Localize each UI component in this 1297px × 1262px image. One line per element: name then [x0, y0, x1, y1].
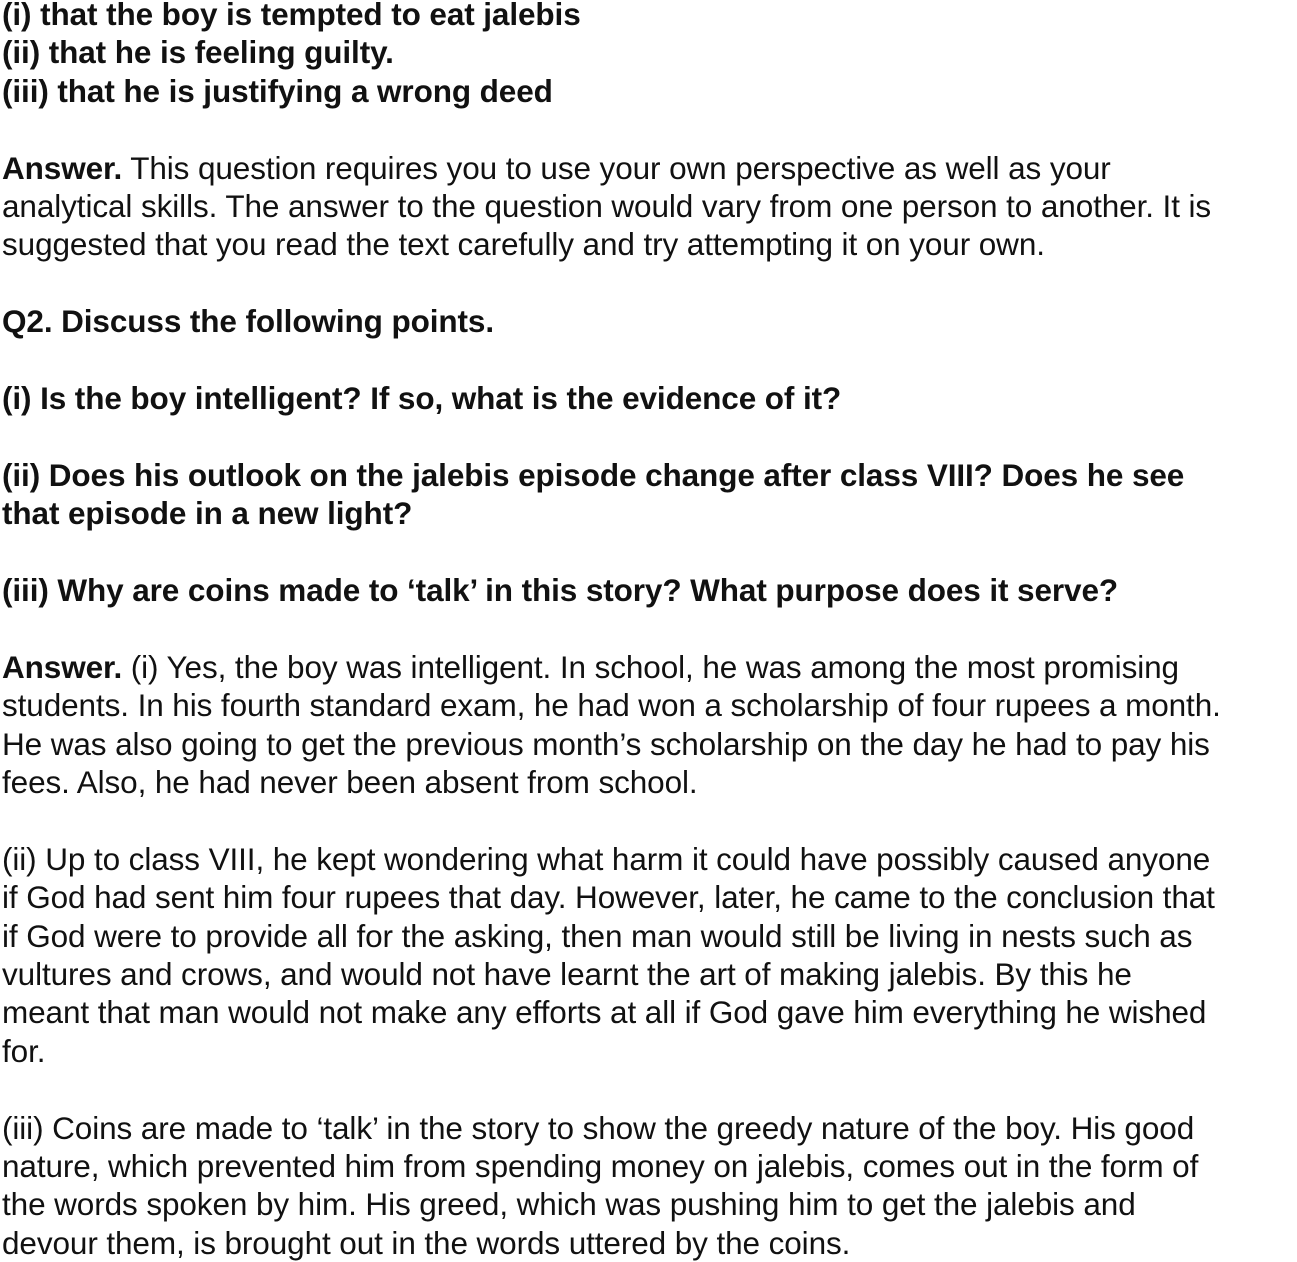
answer-2-text: students. In his fourth standard exam, he had won a scholarship of four rupees a month.: [2, 687, 1221, 724]
spacer: [2, 110, 1295, 148]
answer-label: Answer.: [2, 149, 123, 186]
spacer: [2, 1070, 1295, 1108]
answer-2-part-i: [2, 648, 1295, 802]
document-page: [2, 0, 1295, 1262]
answer-2-text: (i) Yes, the boy was intelligent. In school, he was among the most promising: [122, 648, 1179, 685]
answer-2-part-iii: (iii) Coins are made to ‘talk’ in the story to show the greedy nature of the boy. His good nature, which prevented him from spending money on jalebis, comes out in the form of the words spoken by him. His greed, which was pushing him to get the jalebis and devour them, is brought out in the words uttered by the coins.: [2, 1109, 1199, 1261]
spacer: [2, 417, 1295, 455]
spacer: [2, 609, 1295, 647]
option-ii: (ii) that he is feeling guilty.: [2, 34, 394, 71]
spacer: [2, 264, 1295, 302]
option-i: (i) that the boy is tempted to eat jalebis: [2, 0, 581, 32]
q2-point-ii: (ii) Does his outlook on the jalebis episode change after class VIII? Does he see that episode in a new light?: [2, 456, 1185, 532]
answer-2-part-ii: (ii) Up to class VIII, he kept wondering what harm it could have possibly caused anyone if God had sent him four rupees that day. However, later, he came to the conclusion that if God were to provide all for the asking, then man would still be living in nests such as vultures and crows, and would not have learnt the art of making jalebis. By this he meant that man would not make any efforts at all if God gave him everything he wished for.: [2, 840, 1215, 1069]
answer-1-text: This question requires you to use your own perspective as well as your: [122, 149, 1111, 186]
q2-point-iii: (iii) Why are coins made to ‘talk’ in this story? What purpose does it serve?: [2, 572, 1119, 609]
answer-2-text: He was also going to get the previous month’s scholarship on the day he had to pay his: [2, 725, 1210, 762]
answer-label: Answer.: [2, 648, 123, 685]
answer-2-text: fees. Also, he had never been absent from school.: [2, 764, 698, 801]
intro-options: [2, 0, 1295, 110]
option-iii: (iii) that he is justifying a wrong deed: [2, 72, 553, 109]
spacer: [2, 533, 1295, 571]
answer-1-text: analytical skills. The answer to the question would vary from one person to another. It is: [2, 188, 1212, 225]
answer-1: [2, 149, 1295, 264]
spacer: [2, 341, 1295, 379]
answer-1-text: suggested that you read the text carefully and try attempting it on your own.: [2, 226, 1045, 263]
q2-point-i: (i) Is the boy intelligent? If so, what is the evidence of it?: [2, 380, 842, 417]
spacer: [2, 801, 1295, 839]
q2-heading: Q2. Discuss the following points.: [2, 303, 494, 340]
